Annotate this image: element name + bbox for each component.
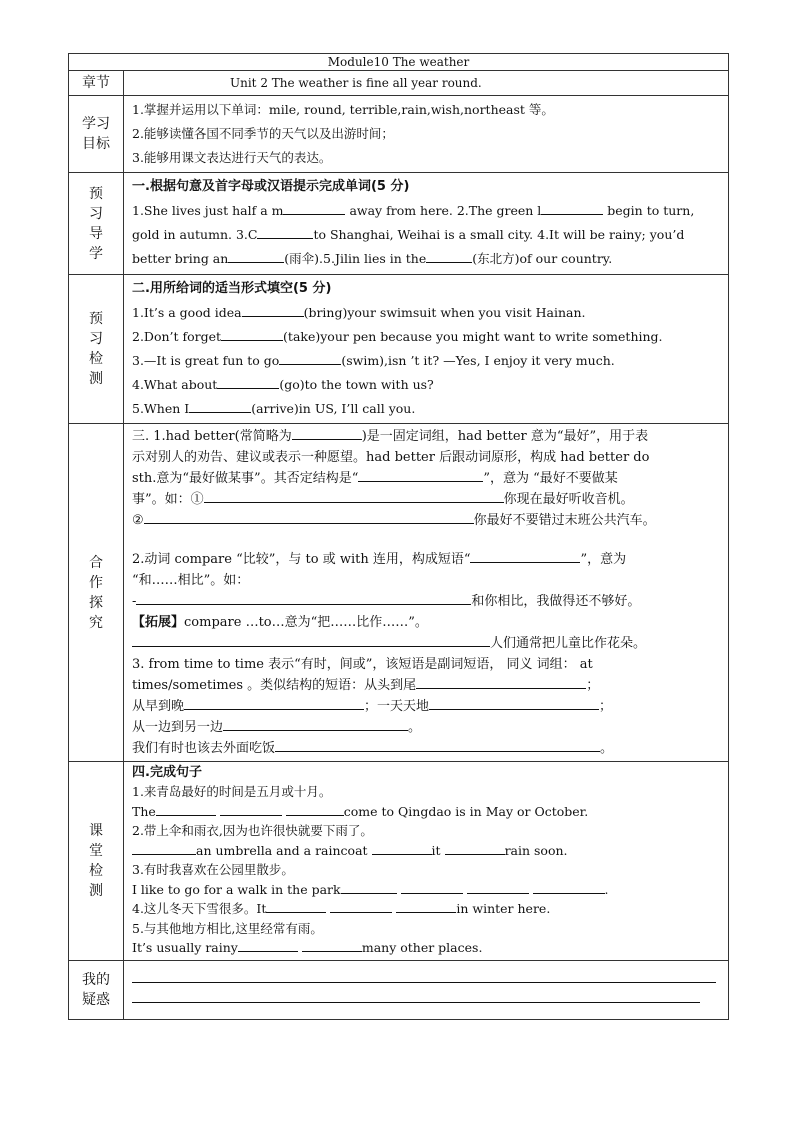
text: away from here. 2.The green l	[345, 203, 542, 218]
text: 你现在最好听收音机。	[503, 492, 634, 507]
text: (take)your pen because you might want to write something.	[283, 329, 663, 344]
text: 3.—It is great fun to go	[132, 353, 280, 368]
label-char: 作	[89, 574, 103, 591]
text: It’s usually rainy	[132, 940, 238, 955]
answer-blank[interactable]	[223, 718, 408, 731]
exercise-line	[132, 349, 722, 373]
text: 我们有时也该去外面吃饭	[132, 741, 276, 756]
page-title: Module10 The weather	[69, 54, 729, 71]
objectives-content	[124, 96, 729, 173]
text: I like to go for a walk in the park	[132, 881, 341, 897]
answer-blank[interactable]	[132, 842, 196, 855]
worksheet	[68, 53, 728, 1020]
text: better bring an	[132, 251, 229, 266]
text: ；	[586, 678, 600, 693]
text: 。	[600, 741, 614, 756]
question-line	[132, 880, 722, 900]
question-line	[132, 802, 722, 822]
answer-blank[interactable]	[242, 304, 304, 317]
explanation-line	[132, 612, 722, 633]
text: 1.She lives just half a m	[132, 203, 284, 218]
answer-blank[interactable]	[467, 881, 529, 894]
explanation-line: 示对别人的劝告、建议或表示一种愿望。had better 后跟动词原形，构成 had better do	[132, 450, 650, 465]
label-char: 习	[89, 205, 103, 222]
text: ；一天天地	[364, 699, 430, 714]
answer-blank[interactable]	[136, 592, 471, 605]
text: 5.When I	[132, 401, 190, 416]
answer-blank[interactable]	[426, 250, 472, 263]
exercise-line	[132, 223, 722, 247]
text: (雨伞).5.Jilin lies in the	[284, 251, 427, 266]
answer-blank[interactable]	[302, 939, 362, 952]
explanation-line	[132, 738, 722, 759]
objectives-label-line: 目标	[82, 136, 110, 152]
label-char: 习	[89, 331, 103, 347]
answer-blank[interactable]	[228, 250, 284, 263]
objective-item: 3.能够用课文表达进行天气的表达。	[132, 150, 332, 165]
exercise-line	[132, 325, 722, 349]
answer-blank[interactable]	[221, 328, 283, 341]
doubts-label-line: 我的	[82, 971, 110, 988]
text: 1.It’s a good idea	[132, 305, 242, 320]
label-char: 预	[89, 185, 103, 202]
explanation-line: 3. from time to time 表示“有时，间或”，该短语是副词短语， 同义 词组： at	[132, 657, 593, 672]
answer-blank[interactable]	[238, 939, 298, 952]
exercise-line	[132, 199, 722, 223]
text: 事”。如：①	[132, 492, 204, 507]
objective-item: 1.掌握并运用以下单词：mile, round, terrible,rain,wish,northeast 等。	[132, 102, 554, 117]
text: ②	[132, 513, 144, 528]
doubts-content	[124, 960, 729, 1019]
exercise-line	[132, 373, 722, 397]
exercise-line	[132, 247, 722, 271]
question-cn: 1.来青岛最好的时间是五月或十月。	[132, 784, 332, 799]
text: (bring)your swimsuit when you visit Hainan.	[303, 305, 586, 320]
answer-blank[interactable]	[266, 900, 326, 913]
exercise-line	[132, 301, 722, 325]
text: an umbrella and a raincoat	[196, 842, 368, 858]
answer-blank[interactable]	[275, 739, 600, 752]
exercise-line	[132, 397, 722, 421]
text: begin to turn,	[603, 203, 695, 218]
text: (arrive)in US, I’ll call you.	[251, 401, 416, 416]
explanation-line	[132, 675, 722, 696]
answer-blank[interactable]	[132, 634, 490, 647]
objectives-label-line: 学习	[82, 116, 110, 132]
preview-guide-content	[124, 173, 729, 275]
question-line	[132, 899, 722, 919]
preview-guide-label	[69, 173, 124, 275]
preview-guide-row	[69, 173, 729, 275]
unit-row	[69, 71, 729, 96]
label-char: 检	[89, 351, 103, 367]
answer-blank[interactable]	[416, 676, 586, 689]
text: times/sometimes 。类似结构的短语：从头到尾	[132, 678, 417, 693]
label-char: 学	[89, 245, 103, 262]
answer-blank[interactable]	[341, 881, 397, 894]
text: it	[431, 842, 441, 858]
label-char: 堂	[89, 842, 103, 859]
answer-blank[interactable]	[292, 427, 362, 440]
text: 三. 1.had better(常简略为	[132, 429, 292, 444]
text: (swim),isn ’t it? —Yes, I enjoy it very much.	[341, 353, 615, 368]
label-char: 探	[89, 594, 103, 611]
label-char: 检	[89, 862, 103, 879]
title-row	[69, 54, 729, 71]
explanation-line	[132, 696, 722, 717]
answer-blank[interactable]	[396, 900, 456, 913]
text: many other places.	[361, 940, 483, 955]
text: 4.What about	[132, 377, 218, 392]
doubts-label-line: 疑惑	[82, 991, 110, 1008]
explanation-line	[132, 633, 722, 654]
answer-blank[interactable]	[257, 226, 313, 239]
label-char: 合	[89, 554, 103, 571]
explanation-line	[132, 468, 722, 489]
preview-check-content	[124, 275, 729, 424]
doubts-label	[69, 960, 124, 1019]
answer-blank[interactable]	[541, 202, 603, 215]
text: rain soon.	[504, 842, 568, 858]
text: 。	[408, 720, 422, 735]
explanation-line	[132, 489, 722, 510]
text: 从一边到另一边	[132, 720, 224, 735]
explanation-line	[132, 591, 722, 612]
writing-line[interactable]	[132, 967, 716, 983]
answer-blank[interactable]	[330, 900, 392, 913]
section-heading: 四.完成句子	[132, 765, 202, 780]
answer-blank[interactable]	[429, 697, 599, 710]
text: come to Qingdao is in May or October.	[343, 803, 589, 819]
question-cn: 2.带上伞和雨衣,因为也许很快就要下雨了。	[132, 823, 373, 838]
answer-blank[interactable]	[372, 842, 432, 855]
answer-blank[interactable]	[156, 803, 216, 816]
label-char: 究	[89, 614, 103, 631]
question-cn: 5.与其他地方相比,这里经常有雨。	[132, 920, 323, 936]
explanation-line	[132, 717, 722, 738]
worksheet-table	[68, 53, 729, 1020]
label-char: 课	[89, 822, 103, 839]
explanation-line	[132, 426, 722, 447]
text: 你最好不要错过末班公共汽车。	[473, 513, 656, 528]
text: 人们通常把儿童比作花朵。	[490, 636, 647, 651]
answer-blank[interactable]	[189, 400, 251, 413]
answer-blank[interactable]	[401, 881, 463, 894]
text: compare …to…意为“把……比作……”。	[184, 615, 428, 630]
text: 和你相比，我做得还不够好。	[471, 594, 641, 609]
text: 2.动词 compare “比较”，与 to 或 with 连用，构成短语“	[132, 552, 471, 567]
preview-check-label	[69, 275, 124, 424]
text: ”，意为 “最好不要做某	[483, 471, 618, 486]
label-char: 导	[89, 225, 103, 242]
doubts-row	[69, 960, 729, 1019]
objectives-row	[69, 96, 729, 173]
question-line	[132, 938, 722, 958]
answer-blank[interactable]	[358, 469, 483, 482]
writing-line[interactable]	[132, 987, 700, 1003]
answer-blank[interactable]	[470, 550, 580, 563]
text: to Shanghai, Weihai is a small city. 4.It will be rainy; you’d	[313, 227, 685, 242]
answer-blank[interactable]	[217, 376, 279, 389]
extension-tag: 【拓展】	[132, 615, 185, 630]
class-check-row	[69, 762, 729, 961]
answer-blank[interactable]	[283, 202, 345, 215]
answer-blank[interactable]	[533, 881, 605, 894]
text: (东北方)of our country.	[472, 251, 613, 266]
class-check-label	[69, 762, 124, 961]
answer-blank[interactable]	[144, 511, 474, 524]
cooperate-content	[124, 424, 729, 762]
unit-label: 章节	[69, 71, 124, 96]
class-check-content	[124, 762, 729, 961]
unit-text: Unit 2 The weather is fine all year round.	[124, 71, 729, 96]
text: ；	[599, 699, 613, 714]
text: 从早到晚	[132, 699, 185, 714]
text: in winter here.	[456, 901, 551, 916]
cooperate-label	[69, 424, 124, 762]
answer-blank[interactable]	[184, 697, 364, 710]
text: .	[604, 881, 609, 897]
objectives-label	[69, 96, 124, 173]
section-heading: 二.用所给词的适当形式填空(5 分)	[132, 281, 332, 296]
explanation-line	[132, 549, 722, 570]
section-heading: 一.根据句意及首字母或汉语提示完成单词(5 分)	[132, 179, 410, 194]
answer-blank[interactable]	[220, 803, 282, 816]
objective-item: 2.能够读懂各国不同季节的天气以及出游时间；	[132, 126, 394, 141]
cooperate-row	[69, 424, 729, 762]
answer-blank[interactable]	[204, 490, 504, 503]
text: ”，意为	[580, 552, 627, 567]
text: sth.意为“最好做某事”。其否定结构是“	[132, 471, 359, 486]
text: )是一固定词组，had better 意为“最好”，用于表	[361, 429, 649, 444]
question-line	[132, 841, 722, 861]
label-char: 测	[89, 371, 103, 387]
label-char: 测	[89, 882, 103, 899]
spacer	[132, 531, 722, 549]
answer-blank[interactable]	[445, 842, 505, 855]
text: The	[132, 803, 156, 819]
label-char: 预	[89, 311, 103, 327]
preview-check-row	[69, 275, 729, 424]
text: 4.这儿冬天下雪很多。It	[132, 901, 267, 916]
text: (go)to the town with us?	[279, 377, 434, 392]
question-cn: 3.有时我喜欢在公园里散步。	[132, 862, 294, 877]
answer-blank[interactable]	[279, 352, 341, 365]
text: gold in autumn. 3.C	[132, 227, 258, 242]
answer-blank[interactable]	[286, 803, 344, 816]
explanation-line	[132, 510, 722, 531]
text: -	[132, 594, 137, 609]
explanation-line: “和……相比”。如：	[132, 573, 250, 588]
text: 2.Don’t forget	[132, 329, 222, 344]
